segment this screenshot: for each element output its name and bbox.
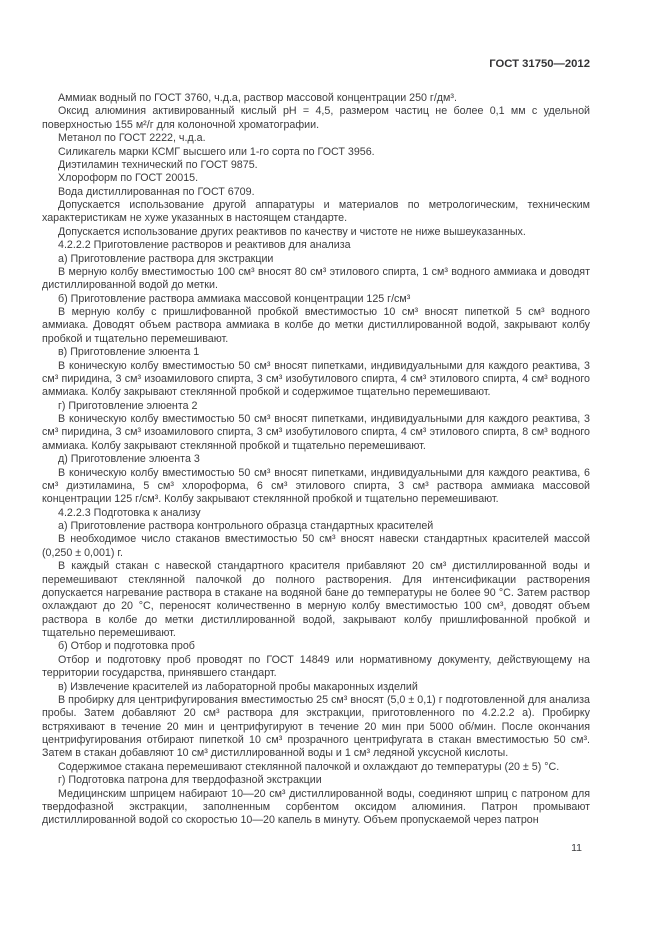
paragraph: В необходимое число стаканов вместимостью 50 см³ вносят навески стандартных красителей массой (0,250 ± 0,001) г. [42,533,590,559]
paragraph: В коническую колбу вместимостью 50 см³ вносят пипетками, индивидуальными для каждого реактива, 6 см³ диэтиламина, 5 см³ хлороформа, 6 см³ этилового спирта, 3 см³ раствора аммиака массовой концентрации 125 г/см³. Колбу закрывают стеклянной пробкой и тщательно перемешивают. [42,466,590,506]
list-heading: г) Приготовление элюента 2 [58,399,198,412]
paragraph: В мерную колбу с пришлифованной пробкой вместимостью 10 см³ вносят пипеткой 5 см³ водного аммиака. Доводят объем раствора аммиака в колбе до метки дистиллированной водой, закрывают колбу пробкой и тщательно перемешивают. [42,306,590,345]
paragraph: В пробирку для центрифугирования вместимостью 25 см³ вносят (5,0 ± 0,1) г подготовленной для анализа пробы. Затем добавляют 20 см³ раствора для экстракции, приготовленного по 4.2.2.2 а). Пробирку встряхивают в течение 20 мин и центрифугируют в течение 20 мин при 5000 об/мин. После окончания центрифугирования отбирают пипеткой 10 см³ прозрачного центрифугата в стакан вместимостью 50 см³. Затем в стакан добавляют 10 см³ дистиллированной воды и 1 см³ ледяной уксусной кислоты. [42,693,590,760]
page-number: 11 [571,842,582,854]
list-heading: г) Подготовка патрона для твердофазной экстракции [58,774,322,787]
standard-designation: ГОСТ 31750—2012 [489,58,590,70]
list-heading: а) Приготовление раствора для экстракции [58,252,274,265]
list-heading: в) Приготовление элюента 1 [58,346,200,359]
paragraph: Диэтиламин технический по ГОСТ 9875. [58,158,258,171]
paragraph: Допускается использование другой аппаратуры и материалов по метрологическим, техническим характеристикам не хуже указанных в настоящем стандарте. [42,199,590,225]
list-heading: в) Извлечение красителей из лабораторной пробы макаронных изделий [58,680,418,693]
paragraph: Метанол по ГОСТ 2222, ч.д.а. [58,132,206,145]
paragraph: Хлороформ по ГОСТ 20015. [58,172,199,185]
paragraph: В мерную колбу вместимостью 100 см³ вносят 80 см³ этилового спирта, 1 см³ водного аммиака и доводят дистиллированной водой до метки. [42,265,590,292]
paragraph: Аммиак водный по ГОСТ 3760, ч.д.а, раствор массовой концентрации 250 г/дм³. [58,92,457,104]
paragraph: Содержимое стакана перемешивают стеклянной палочкой и охлаждают до температуры (20 ± 5) °С. [58,760,560,773]
list-heading: а) Приготовление раствора контрольного образца стандартных красителей [58,520,434,532]
document-header [42,58,590,70]
paragraph: Вода дистиллированная по ГОСТ 6709. [58,185,255,198]
paragraph: Отбор и подготовку проб проводят по ГОСТ 14849 или нормативному документу, действующему на территории государства, принявшего стандарт. [42,653,590,680]
list-heading: б) Приготовление раствора аммиака массовой концентрации 125 г/см³ [58,292,411,305]
list-heading: д) Приготовление элюента 3 [58,453,200,466]
paragraph: Силикагель марки КСМГ высшего или 1-го сорта по ГОСТ 3956. [58,145,375,158]
paragraph: Допускается использование других реактивов по качеству и чистоте не ниже вышеуказанных. [58,225,526,238]
paragraph: В коническую колбу вместимостью 50 см³ вносят пипетками, индивидуальными для каждого реактива, 3 см³ пиридина, 3 см³ изоамилового спирта, 3 см³ изобутилового спирта, 4 см³ этилового спирта, 4 см³ водного аммиака. Колбу закрывают стеклянной пробкой и содержимое тщательно перемешивают. [42,359,590,399]
paragraph: Медицинским шприцем набирают 10—20 см³ дистиллированной воды, соединяют шприц с патроном для твердофазной экстракции, заполненным сорбентом оксидом алюминия. Патрон промывают дистиллированной водой со скоростью 10—20 капель в минуту. Объем пропускаемой через патрон [42,787,590,827]
paragraph: Оксид алюминия активированный кислый pH = 4,5, размером частиц не более 0,1 мм с удельной поверхностью 155 м²/г для колоночной хроматографии. [42,105,590,131]
subclause-heading: 4.2.2.2 Приготовление растворов и реактивов для анализа [58,239,351,252]
subclause-heading: 4.2.2.3 Подготовка к анализу [58,506,201,519]
list-heading: б) Отбор и подготовка проб [58,640,195,653]
document-body [42,92,590,828]
paragraph: В каждый стакан с навеской стандартного красителя прибавляют 20 см³ дистиллированной воды и перемешивают стеклянной палочкой до полного растворения. Для интенсификации растворения допускается нагревание раствора в стакане на водяной бане до температуры не более 90 °С. Затем раствор охлаждают до 20 °С, переносят количественно в мерную колбу вместимостью 100 см³, доводят объем раствора в колбе до метки дистиллированной водой, закрывают колбу пришлифованной пробкой и тщательно перемешивают. [42,560,590,639]
paragraph: В коническую колбу вместимостью 50 см³ вносят пипетками, индивидуальными для каждого реактива, 3 см³ пиридина, 3 см³ изоамилового спирта, 3 см³ изобутилового спирта, 4 см³ этилового спирта, 8 см³ водного аммиака. Колбу закрывают стеклянной пробкой и тщательно перемешивают. [42,413,590,452]
